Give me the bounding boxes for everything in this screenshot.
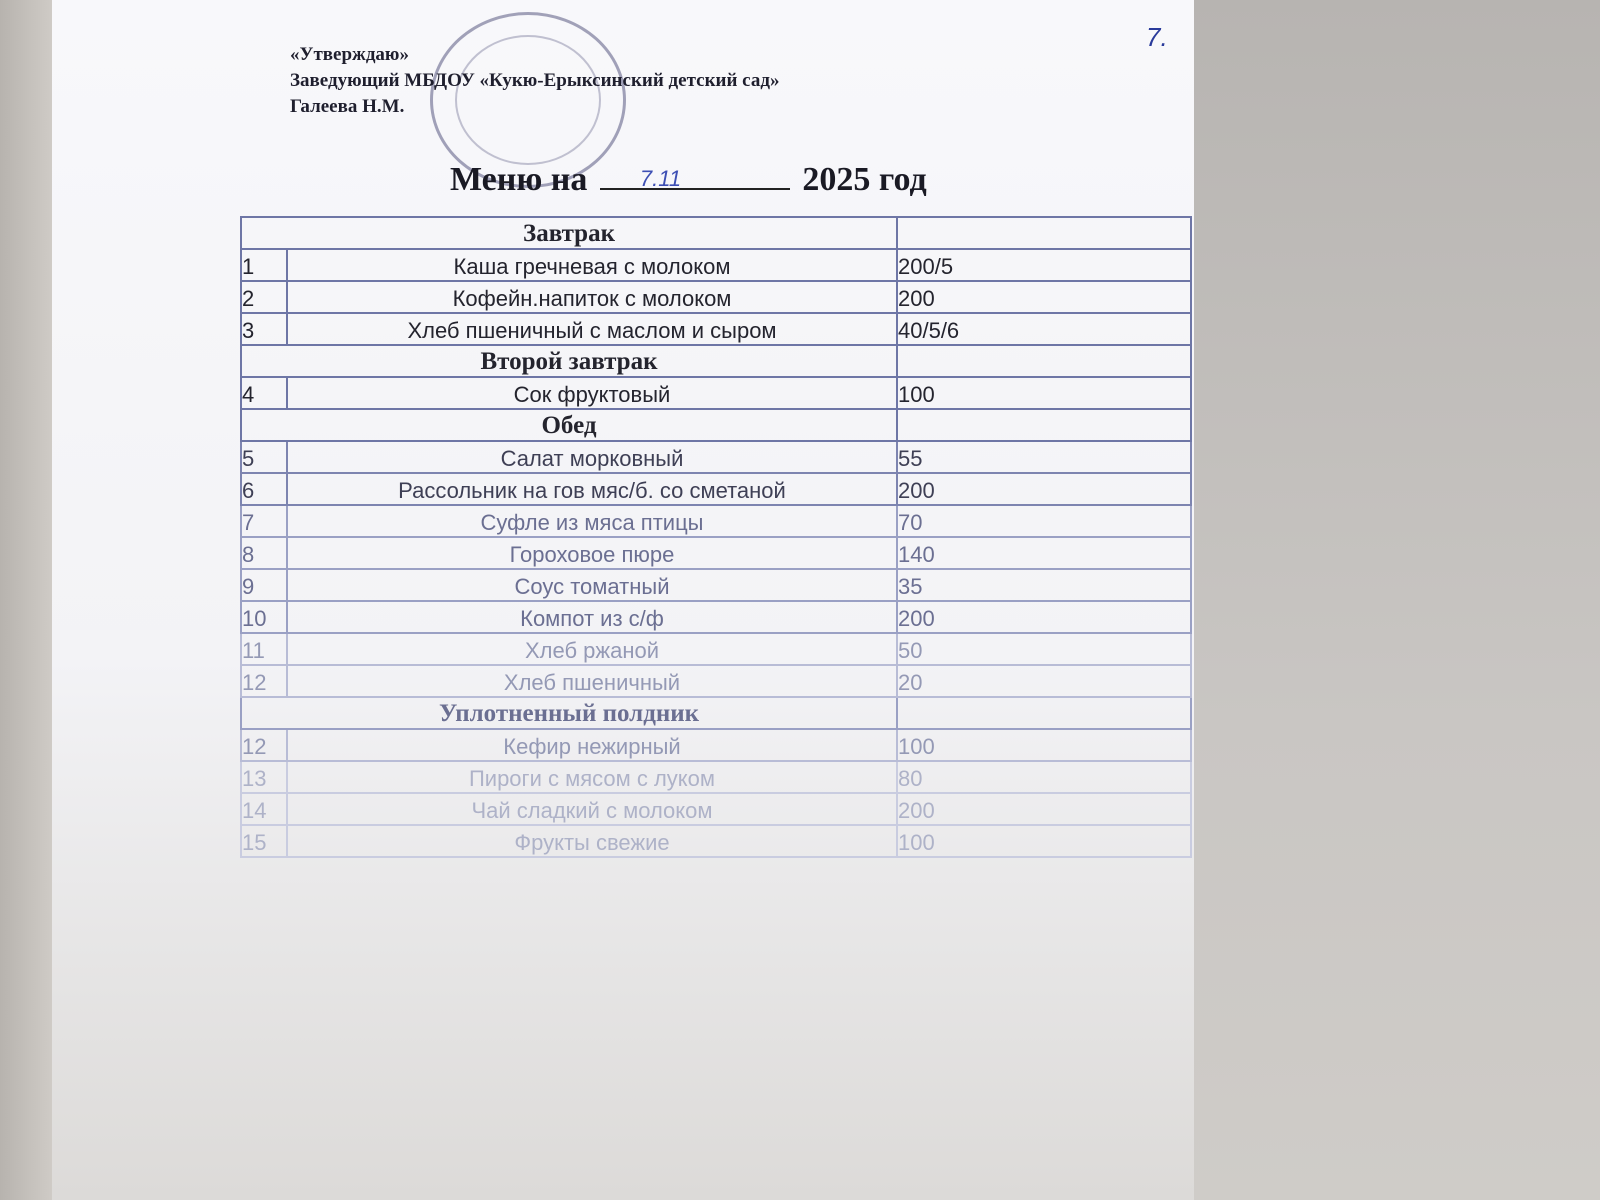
dish-name: Кефир нежирный <box>287 729 897 761</box>
corner-handwritten-mark: 7. <box>1146 22 1168 52</box>
dish-quantity: 140 <box>897 537 1191 569</box>
dish-name: Соус томатный <box>287 569 897 601</box>
section-title: Второй завтрак <box>241 345 897 377</box>
row-number: 8 <box>241 537 287 569</box>
dish-name: Хлеб пшеничный <box>287 665 897 697</box>
row-number: 4 <box>241 377 287 409</box>
section-title: Уплотненный полдник <box>241 697 897 729</box>
dish-name: Гороховое пюре <box>287 537 897 569</box>
dish-quantity: 35 <box>897 569 1191 601</box>
dish-name: Салат морковный <box>287 441 897 473</box>
row-number: 3 <box>241 313 287 345</box>
table-row <box>241 505 1191 537</box>
row-number: 1 <box>241 249 287 281</box>
position-line: Заведующий МБДОУ «Кукю-Ерыксинский детский сад» <box>290 70 780 91</box>
dish-quantity: 55 <box>897 441 1191 473</box>
row-number: 11 <box>241 633 287 665</box>
dish-quantity: 40/5/6 <box>897 313 1191 345</box>
name-line: Галеева Н.М. <box>290 96 405 117</box>
dish-quantity: 100 <box>897 729 1191 761</box>
dish-quantity: 200 <box>897 601 1191 633</box>
title-prefix: Меню на <box>450 161 588 198</box>
table-row <box>241 473 1191 505</box>
approval-header <box>290 42 990 120</box>
dish-name: Чай сладкий с молоком <box>287 793 897 825</box>
table-row <box>241 761 1191 793</box>
dish-name: Пироги с мясом с луком <box>287 761 897 793</box>
dish-quantity: 200 <box>897 793 1191 825</box>
dish-name: Кофейн.напиток с молоком <box>287 281 897 313</box>
dish-name: Рассольник на гов мяс/б. со сметаной <box>287 473 897 505</box>
dish-name: Сок фруктовый <box>287 377 897 409</box>
table-row <box>241 249 1191 281</box>
table-row <box>241 569 1191 601</box>
dish-quantity: 200 <box>897 473 1191 505</box>
dish-quantity: 50 <box>897 633 1191 665</box>
row-number: 14 <box>241 793 287 825</box>
approve-line: «Утверждаю» <box>290 44 409 65</box>
table-row <box>241 793 1191 825</box>
dish-quantity: 100 <box>897 377 1191 409</box>
section-row <box>241 409 1191 441</box>
table-row <box>241 377 1191 409</box>
row-number: 12 <box>241 729 287 761</box>
row-number: 13 <box>241 761 287 793</box>
section-row <box>241 697 1191 729</box>
monitor-edge <box>0 0 52 1200</box>
table-row <box>241 729 1191 761</box>
row-number: 9 <box>241 569 287 601</box>
row-number: 10 <box>241 601 287 633</box>
menu-title <box>450 160 927 199</box>
dish-quantity: 200/5 <box>897 249 1191 281</box>
row-number: 12 <box>241 665 287 697</box>
table-row <box>241 825 1191 857</box>
dish-quantity: 80 <box>897 761 1191 793</box>
dish-name: Компот из с/ф <box>287 601 897 633</box>
section-row <box>241 217 1191 249</box>
title-suffix: 2025 год <box>802 161 927 198</box>
section-title: Обед <box>241 409 897 441</box>
dish-name: Хлеб ржаной <box>287 633 897 665</box>
screen-background <box>1194 0 1600 1200</box>
table-row <box>241 281 1191 313</box>
dish-quantity: 200 <box>897 281 1191 313</box>
table-row <box>241 633 1191 665</box>
row-number: 2 <box>241 281 287 313</box>
dish-name: Хлеб пшеничный с маслом и сыром <box>287 313 897 345</box>
table-row <box>241 601 1191 633</box>
dish-quantity: 70 <box>897 505 1191 537</box>
table-row <box>241 665 1191 697</box>
row-number: 15 <box>241 825 287 857</box>
row-number: 7 <box>241 505 287 537</box>
table-row <box>241 441 1191 473</box>
menu-table <box>240 216 1192 858</box>
dish-quantity: 100 <box>897 825 1191 857</box>
section-title: Завтрак <box>241 217 897 249</box>
dish-name: Фрукты свежие <box>287 825 897 857</box>
dish-quantity: 20 <box>897 665 1191 697</box>
table-row <box>241 537 1191 569</box>
dish-name: Каша гречневая с молоком <box>287 249 897 281</box>
handwritten-date: 7.11 <box>639 166 682 191</box>
dish-name: Суфле из мяса птицы <box>287 505 897 537</box>
row-number: 6 <box>241 473 287 505</box>
table-row <box>241 313 1191 345</box>
row-number: 5 <box>241 441 287 473</box>
section-row <box>241 345 1191 377</box>
date-blank <box>600 160 790 190</box>
